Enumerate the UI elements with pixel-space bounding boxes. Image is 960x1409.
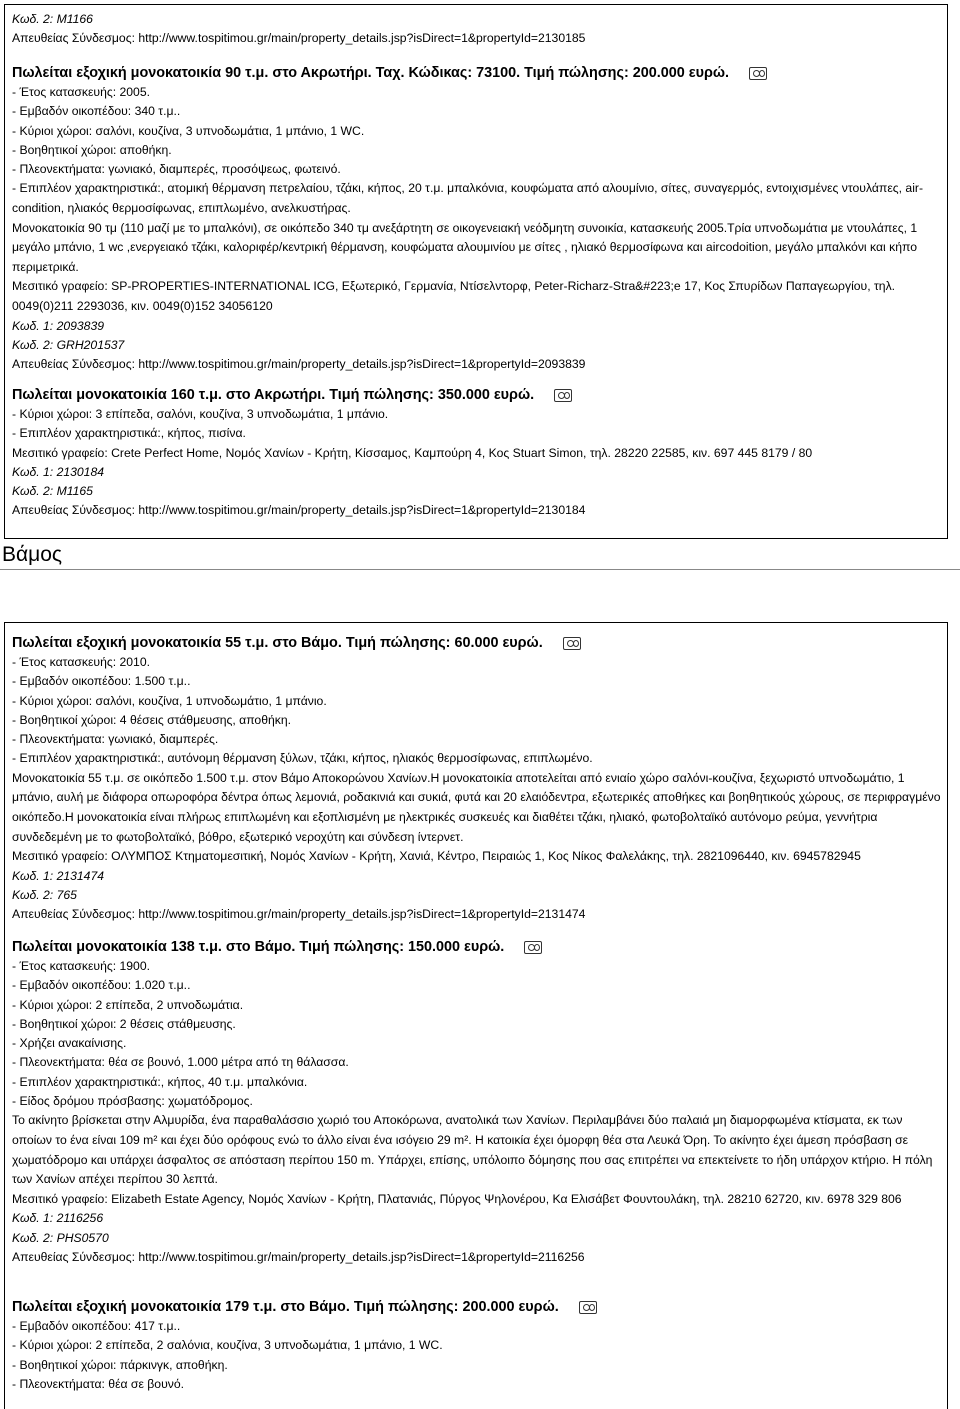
photo-camera-icon[interactable] xyxy=(749,67,767,80)
direct-link[interactable]: Απευθείας Σύνδεσμος: http://www.tospitimou.gr/main/property_details.jsp?isDirect=1&propertyId=2131474 xyxy=(12,907,586,922)
code-2: Κωδ. 2: M1166 xyxy=(12,12,93,26)
listing-line: - Έτος κατασκευής: 2005. xyxy=(12,85,150,99)
direct-link[interactable]: Απευθείας Σύνδεσμος: http://www.tospitimou.gr/main/property_details.jsp?isDirect=1&propertyId=2116256 xyxy=(12,1249,585,1264)
listing-title: Πωλείται εξοχική μονοκατοικία 55 τ.μ. στο Βάμο. Τιμή πώλησης: 60.000 ευρώ. xyxy=(12,634,942,653)
listing-line: - Πλεονεκτήματα: θέα σε βουνό, 1.000 μέτρα από τη θάλασσα. xyxy=(12,1055,349,1070)
listing-description: Μονοκατοικία 90 τμ (110 μαζί με το μπαλκόνι), σε οικόπεδο 340 τμ ανεξάρτητη σε οικογενειακή νεόδμητη συνοικία, κατασκευής 2005.Τρία υπνοδωμάτια με ντουλάπες, 1 μεγάλο μπάνιο, 1 wc ,ενεργειακό τζάκι, καλοριφέρ/κεντρική θέρμανση, κουφώματα αλουμινίου με σίτες , ηλιακό θερμοσίφωνα και aircodoition, μεγάλο μπαλκόνι και κήπο περιμετρικά. xyxy=(12,220,918,274)
listing-line: - Κύριοι χώροι: 2 επίπεδα, 2 υπνοδωμάτια. xyxy=(12,997,244,1012)
listing-line: - Κύριοι χώροι: σαλόνι, κουζίνα, 1 υπνοδωμάτιο, 1 μπάνιο. xyxy=(12,693,327,708)
listing-description: Μονοκατοικία 55 τ.μ. σε οικόπεδο 1.500 τ.μ. στον Βάμο Αποκορώνου Χανίων.Η μονοκατοικία αποτελείται από ενιαίο χώρο σαλόνι-κουζίνα, ξεχωριστό υπνοδωμάτιο, 1 μπάνιο, αυλή με διάφορα οπωροφόρα δέντρα όπως λεμονιά, ροδακινιά και συκιά, φυτά και 20 ελαιόδεντρα, εξωτερικές αποθήκες και βοηθητικούς χώρους, σε περιφραγμένο οικόπεδο.Η μονοκατοικία είναι πλήρως επιπλωμένη και εξοπλισμένη με ηλεκτρικές συσκευές και διαθέτει τζάκι, ηλιακό, φωτοβολταϊκό αυτόνομο ρεύμα, γεννήτρια συνδεδεμένη με το φωτοβολταϊκό, βόθρο, εξωτερικό νεροχύτη και σύνδεση ίντερνετ. xyxy=(12,770,941,844)
listing-extras: - Επιπλέον χαρακτηριστικά:, ατομική θέρμανση πετρελαίου, τζάκι, κήπος, 20 τ.μ. μπαλκόνια, κουφώματα από αλουμίνιο, σίτες, συναγερμός, εντοιχισμένες ντουλάπες, air-condition, ηλιακός θερμοσίφωνας, επιπλωμένο, ανελκυστήρας. xyxy=(12,181,924,216)
listing-line: - Βοηθητικοί χώροι: 4 θέσεις στάθμευσης, αποθήκη. xyxy=(12,712,292,727)
listing-agency: Μεσιτικό γραφείο: ΟΛΥΜΠΟΣ Κτηματομεσιτική, Νομός Χανίων - Κρήτη, Χανιά, Κέντρο, Πειραιώς 1, Κος Νίκος Φαλελάκης, τηλ. 2821096440, κιν. 6945782945 xyxy=(12,849,861,864)
listing-title: Πωλείται μονοκατοικία 138 τ.μ. στο Βάμο. Τιμή πώλησης: 150.000 ευρώ. xyxy=(12,938,942,957)
photo-camera-icon[interactable] xyxy=(524,941,542,954)
listing-line: - Επιπλέον χαρακτηριστικά:, αυτόνομη θέρμανση ξύλων, τζάκι, κήπος, ηλιακός θερμοσίφωνας, επιπλωμένο. xyxy=(12,751,593,766)
listing-line: - Βοηθητικοί χώροι: 2 θέσεις στάθμευσης. xyxy=(12,1016,236,1031)
code-1: Κωδ. 1: 2131474 xyxy=(12,868,105,883)
listing-title: Πωλείται εξοχική μονοκατοικία 90 τ.μ. στο Ακρωτήρι. Ταχ. Κώδικας: 73100. Τιμή πώλησης: 200.000 ευρώ. xyxy=(12,64,942,83)
divider xyxy=(0,569,960,570)
listing-line: - Βοηθητικοί χώροι: αποθήκη. xyxy=(12,142,172,157)
listing-line: - Επιπλέον χαρακτηριστικά:, κήπος, 40 τ.μ. μπαλκόνια. xyxy=(12,1074,308,1089)
code-2: Κωδ. 2: PHS0570 xyxy=(12,1230,109,1245)
listing-line: - Πλεονεκτήματα: γωνιακό, διαμπερές. xyxy=(12,732,219,747)
listing-line: - Κύριοι χώροι: 3 επίπεδα, σαλόνι, κουζίνα, 3 υπνοδωμάτια, 1 μπάνιο. xyxy=(12,407,389,421)
listing-title: Πωλείται εξοχική μονοκατοικία 179 τ.μ. στο Βάμο. Τιμή πώλησης: 200.000 ευρώ. xyxy=(12,1298,597,1317)
code-2: Κωδ. 2: GRH201537 xyxy=(12,337,125,352)
listing-line: - Κύριοι χώροι: 2 επίπεδα, 2 σαλόνια, κουζίνα, 3 υπνοδωμάτια, 1 μπάνιο, 1 WC. xyxy=(12,1338,443,1353)
direct-link[interactable]: Απευθείας Σύνδεσμος: http://www.tospitimou.gr/main/property_details.jsp?isDirect=1&propertyId=2093839 xyxy=(12,357,586,372)
code-1: Κωδ. 1: 2093839 xyxy=(12,318,105,333)
listing-agency: Μεσιτικό γραφείο: Elizabeth Estate Agency, Νομός Χανίων - Κρήτη, Πλατανιάς, Πύργος Ψηλονέρου, Κα Ελισάβετ Φουντουλάκη, τηλ. 28210 62720, κιν. 6978 329 806 xyxy=(12,1191,902,1206)
listing-line: - Χρήζει ανακαίνισης. xyxy=(12,1036,127,1051)
listing-4 xyxy=(12,938,942,1267)
code-2: Κωδ. 2: 765 xyxy=(12,888,77,903)
listing-3 xyxy=(12,634,942,925)
listing-5 xyxy=(12,1298,597,1394)
direct-link[interactable]: Απευθείας Σύνδεσμος: http://www.tospitimou.gr/main/property_details.jsp?isDirect=1&propertyId=2130185 xyxy=(12,31,586,46)
listing-line: - Εμβαδόν οικοπέδου: 1.500 τ.μ.. xyxy=(12,674,191,689)
listing-line: - Έτος κατασκευής: 2010. xyxy=(12,655,150,669)
listing-agency: Μεσιτικό γραφείο: Crete Perfect Home, Νομός Χανίων - Κρήτη, Κίσσαμος, Καμπούρη 4, Κος Stuart Simon, τηλ. 28220 22585, κιν. 697 445 8179 / 80 xyxy=(12,445,813,460)
listing-line: - Κύριοι χώροι: σαλόνι, κουζίνα, 3 υπνοδωμάτια, 1 μπάνιο, 1 WC. xyxy=(12,123,365,138)
listing-line: - Πλεονεκτήματα: γωνιακό, διαμπερές, προσόψεως, φωτεινό. xyxy=(12,162,341,177)
listing-agency: Μεσιτικό γραφείο: SP-PROPERTIES-INTERNATIONAL ICG, Εξωτερικό, Γερμανία, Ντίσελντορφ, Peter-Richarz-Stra&#223;e 17, Κος Σπυρίδων Παπαγεωργίου, τηλ. 0049(0)211 2293036, κιν. 0049(0)152 34056120 xyxy=(12,279,896,314)
listing-description: Το ακίνητο βρίσκεται στην Αλμυρίδα, ένα παραθαλάσσιο χωριό του Αποκόρωνα, ανατολικά των Χανίων. Περιλαμβάνει δύο παλαιά μη διαμορφωμένα κτίσματα, εκ των οποίων το ένα είναι 109 m² και έχει δύο ορόφους ενώ το άλλο είναι ένα ισόγειο 29 m². Η κατοικία έχει όμορφη θέα στα Λευκά Όρη. Το ακίνητο έχει άμεση πρόσβαση σε χωματόδρομο και υπάρχει άσφαλτος σε απόσταση περίπου 150 m. Υπάρχει, επίσης, υπόλοιπο δόμησης που σας επιτρέπει να επεκτείνετε το ήδη υπάρχον κτήριο. Η πόλη των Χανίων απέχει περίπου 30 λεπτά. xyxy=(12,1113,933,1187)
photo-camera-icon[interactable] xyxy=(579,1301,597,1314)
code-2: Κωδ. 2: M1165 xyxy=(12,484,93,499)
photo-camera-icon[interactable] xyxy=(563,637,581,650)
listing-line: - Εμβαδόν οικοπέδου: 417 τ.μ.. xyxy=(12,1319,181,1333)
listing-line: - Πλεονεκτήματα: θέα σε βουνό. xyxy=(12,1376,184,1391)
listing-1 xyxy=(12,64,942,375)
code-1: Κωδ. 1: 2116256 xyxy=(12,1211,104,1226)
listing-line: - Βοηθητικοί χώροι: πάρκινγκ, αποθήκη. xyxy=(12,1357,228,1372)
code-1: Κωδ. 1: 2130184 xyxy=(12,464,105,479)
listing-2 xyxy=(12,386,812,521)
direct-link[interactable]: Απευθείας Σύνδεσμος: http://www.tospitimou.gr/main/property_details.jsp?isDirect=1&propertyId=2130184 xyxy=(12,503,586,518)
akrotiri-content xyxy=(12,10,585,49)
photo-camera-icon[interactable] xyxy=(554,389,572,402)
section-heading: Βάμος xyxy=(2,543,63,566)
listing-line: - Έτος κατασκευής: 1900. xyxy=(12,959,150,973)
listing-line: - Εμβαδόν οικοπέδου: 340 τ.μ.. xyxy=(12,104,181,119)
listing-line: - Εμβαδόν οικοπέδου: 1.020 τ.μ.. xyxy=(12,978,191,993)
listing-line: - Επιπλέον χαρακτηριστικά:, κήπος, πισίνα. xyxy=(12,426,246,441)
listing-title: Πωλείται μονοκατοικία 160 τ.μ. στο Ακρωτήρι. Τιμή πώλησης: 350.000 ευρώ. xyxy=(12,386,812,405)
listing-line: - Είδος δρόμου πρόσβασης: χωματόδρομος. xyxy=(12,1094,253,1109)
